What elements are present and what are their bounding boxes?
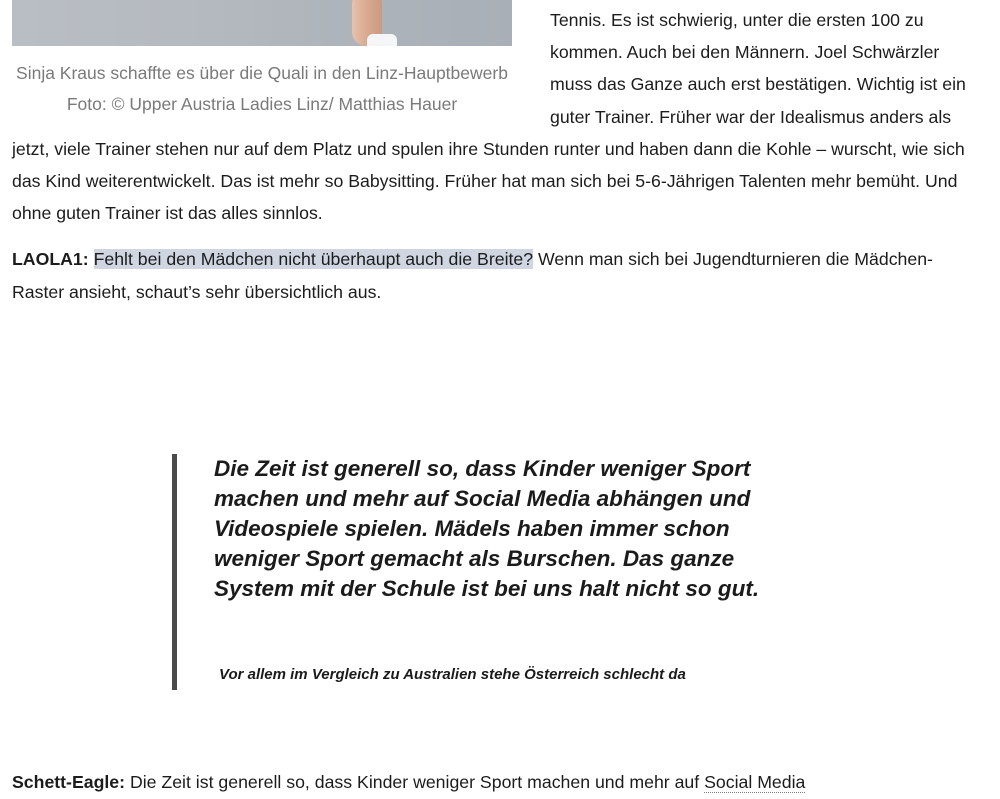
answer-text: Die Zeit ist generell so, dass Kinder weniger Sport machen und mehr auf: [125, 772, 705, 792]
pull-quote: [172, 454, 812, 690]
speaker-label: Schett-Eagle:: [12, 772, 126, 792]
pull-quote-source: Vor allem im Vergleich zu Australien stehe Österreich schlecht da: [219, 666, 686, 683]
selected-text[interactable]: Fehlt bei den Mädchen nicht überhaupt auch die Breite?: [93, 249, 534, 270]
social-media-glossary-link[interactable]: Social Media: [704, 772, 806, 792]
article-figure: [12, 0, 512, 119]
caption-text: Sinja Kraus schaffte es über die Quali in den Linz-Hauptbewerb: [16, 63, 508, 83]
photo-credit: Foto: © Upper Austria Ladies Linz/ Matthias Hauer: [66, 93, 458, 114]
answer-paragraph-2: [12, 766, 992, 798]
pull-quote-text: Die Zeit ist generell so, dass Kinder weniger Sport machen und mehr auf Social Media abhängen und Videospiele spielen. Mädels haben immer schon weniger Sport gemacht als Burschen. Das ganze System mit der Schule ist bei uns halt nicht so gut.: [214, 456, 760, 601]
article-body: [12, 0, 972, 308]
figure-caption: [12, 46, 512, 119]
answer-paragraph: Tennis. Es ist schwierig, unter die ersten 100 zu kommen. Auch bei den Männern. Joel Schwärzler muss das Ganze auch erst bestätigen. Wichtig ist ein guter Trainer. Früher war der Idealismus anders als jetzt, viele Trainer stehen nur auf dem Platz und spulen ihre Stunden runter und haben dann die Kohle – wurscht, wie sich das Kind weiterentwickelt. Das ist mehr so Babysitting. Früher hat man sich bei 5-6-Jährigen Talenten mehr bemüht. Und ohne guten Trainer ist das alles sinnlos.: [12, 10, 966, 224]
speaker-label: LAOLA1:: [12, 249, 89, 270]
player-photo[interactable]: [12, 0, 512, 46]
question-paragraph: [12, 243, 972, 307]
photo-shoe: [367, 34, 397, 46]
question-rest: Wenn man sich bei Jugendturnieren die Mädchen-Raster ansieht, schaut’s sehr übersichtlich aus.: [12, 249, 933, 302]
